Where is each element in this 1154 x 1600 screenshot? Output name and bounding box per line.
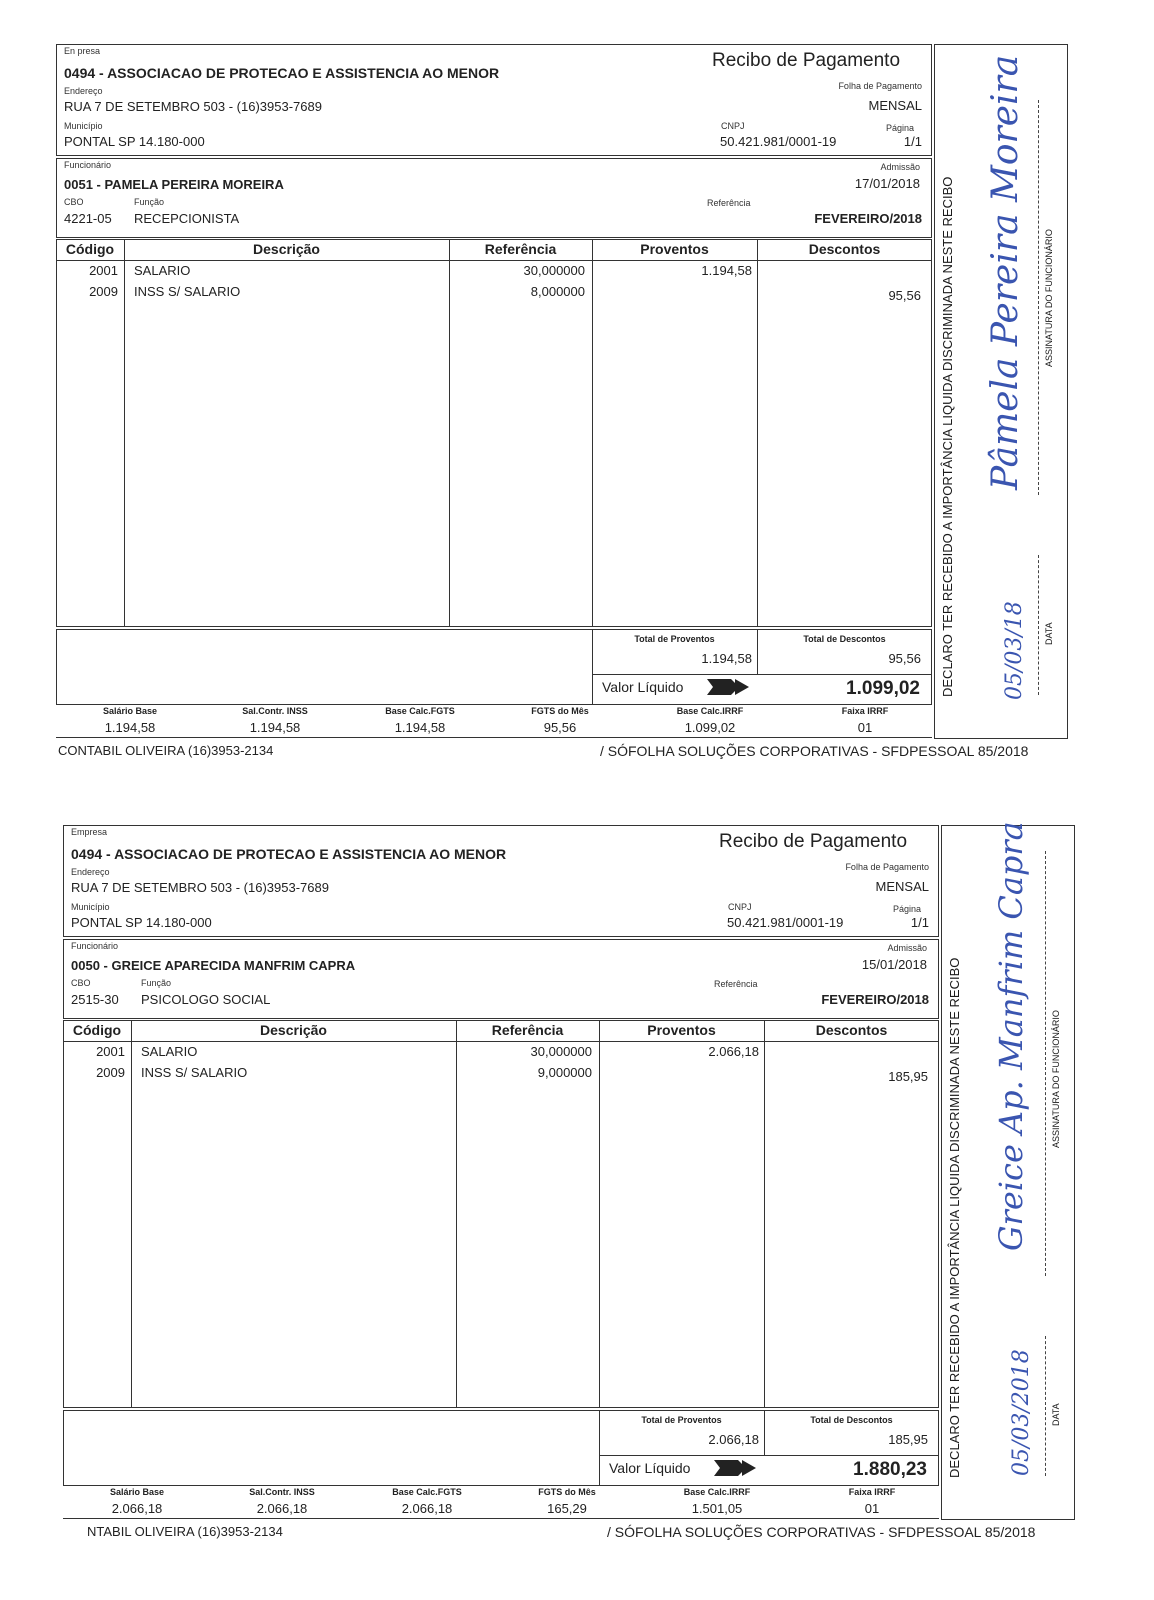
total-proventos: 2.066,18: [708, 1432, 759, 1447]
base-calc-fgts: 2.066,18: [401, 1501, 453, 1516]
referencia-label: Referência: [714, 979, 758, 989]
base-calc-fgts-label: Base Calc.FGTS: [385, 706, 455, 716]
faixa-irrf-label: Faixa IRRF: [848, 1487, 896, 1497]
total-descontos-label: Total de Descontos: [810, 1415, 893, 1425]
signature-date: 05/03/2018: [1009, 1349, 1034, 1476]
row-1-codigo: 2001: [96, 1044, 125, 1059]
page-number: 1/1: [903, 134, 922, 149]
admission-date: 17/01/2018: [854, 176, 920, 191]
receipt-title: Recibo de Pagamento: [712, 50, 901, 71]
funcionario-label: Funcionário: [64, 160, 112, 170]
cnpj-value: 50.421.981/0001-19: [727, 915, 844, 930]
row-1-referencia: 30,000000: [523, 263, 585, 278]
payroll-type: MENSAL: [868, 98, 922, 113]
folha-label: Folha de Pagamento: [838, 81, 922, 91]
row-2-codigo: 2009: [96, 1065, 125, 1080]
valor-liquido: 1.099,02: [846, 678, 920, 699]
employee-signature: Greice Ap. Manfrim Capra: [992, 821, 1030, 1251]
sal-contr-inss: 2.066,18: [256, 1501, 308, 1516]
col-proventos-header: Proventos: [640, 241, 709, 257]
cbo-label: CBO: [64, 197, 84, 207]
fgts-mes: 165,29: [547, 1501, 587, 1516]
payslip-1: [0, 0, 1154, 770]
cnpj-label: CNPJ: [721, 121, 745, 131]
pagina-label: Página: [885, 123, 914, 133]
salario-base: 2.066,18: [111, 1501, 163, 1516]
row-1-descricao: SALARIO: [134, 263, 191, 278]
fgts-mes: 95,56: [543, 720, 577, 735]
arrow-icon: [705, 675, 751, 699]
admissao-label: Admissão: [880, 162, 920, 172]
arrow-icon: [712, 1456, 758, 1480]
cnpj-label: CNPJ: [728, 902, 752, 912]
empresa-label: Empresa: [71, 827, 108, 837]
funcionario-label: Funcionário: [71, 941, 119, 951]
row-1-referencia: 30,000000: [530, 1044, 592, 1059]
base-calc-irrf: 1.501,05: [691, 1501, 743, 1516]
row-2-descricao: INSS S/ SALARIO: [141, 1065, 248, 1080]
admission-date: 15/01/2018: [861, 957, 927, 972]
total-proventos-label: Total de Proventos: [634, 634, 715, 644]
referencia-label: Referência: [707, 198, 751, 208]
col-codigo-header: Código: [72, 1022, 122, 1038]
signature-label: ASSINATURA DO FUNCIONÁRIO: [1044, 229, 1054, 367]
row-2-referencia: 9,000000: [537, 1065, 592, 1080]
footer-software: / SÓFOLHA SOLUÇÕES CORPORATIVAS - SFDPESSOAL 85/2018: [607, 1524, 1036, 1540]
col-descricao-header: Descrição: [253, 241, 320, 257]
total-proventos: 1.194,58: [701, 651, 752, 666]
salario-base: 1.194,58: [104, 720, 156, 735]
cbo-value: 4221-05: [64, 211, 112, 226]
employee-name: 0051 - PAMELA PEREIRA MOREIRA: [64, 177, 284, 192]
col-descricao-header: Descrição: [260, 1022, 327, 1038]
cbo-label: CBO: [71, 978, 91, 988]
sal-contr-inss: 1.194,58: [249, 720, 301, 735]
base-calc-fgts: 1.194,58: [394, 720, 446, 735]
total-descontos: 185,95: [888, 1432, 928, 1447]
admissao-label: Admissão: [887, 943, 927, 953]
signature-label: ASSINATURA DO FUNCIONÁRIO: [1051, 1010, 1061, 1148]
sal-contr-inss-label: Sal.Contr. INSS: [249, 1487, 315, 1497]
folha-label: Folha de Pagamento: [845, 862, 929, 872]
fgts-mes-label: FGTS do Mês: [531, 706, 589, 716]
payroll-type: MENSAL: [875, 879, 929, 894]
col-proventos-header: Proventos: [647, 1022, 716, 1038]
fgts-mes-label: FGTS do Mês: [538, 1487, 596, 1497]
municipio-label: Município: [64, 121, 103, 131]
valor-liquido: 1.880,23: [853, 1459, 927, 1480]
faixa-irrf: 01: [857, 720, 873, 735]
employee-box: [63, 939, 939, 1019]
funcao-label: Função: [134, 197, 165, 207]
col-descontos-header: Descontos: [808, 241, 881, 257]
col-descontos-header: Descontos: [815, 1022, 888, 1038]
declaration-text: DECLARO TER RECEBIDO A IMPORTÂNCIA LIQUIDA DISCRIMINADA NESTE RECIBO: [947, 957, 962, 1478]
municipio-label: Município: [71, 902, 110, 912]
funcao-label: Função: [141, 978, 172, 988]
base-calc-irrf: 1.099,02: [684, 720, 736, 735]
page-number: 1/1: [910, 915, 929, 930]
row-1-descricao: SALARIO: [141, 1044, 198, 1059]
row-1-codigo: 2001: [89, 263, 118, 278]
col-referencia-header: Referência: [491, 1022, 564, 1038]
col-codigo-header: Código: [65, 241, 115, 257]
company-address: RUA 7 DE SETEMBRO 503 - (16)3953-7689: [64, 99, 322, 114]
total-descontos-label: Total de Descontos: [803, 634, 886, 644]
salario-base-label: Salário Base: [109, 1487, 165, 1497]
row-1-proventos: 2.066,18: [708, 1044, 759, 1059]
row-2-descricao: INSS S/ SALARIO: [134, 284, 241, 299]
total-descontos: 95,56: [888, 651, 921, 666]
reference-month: FEVEREIRO/2018: [814, 211, 922, 226]
sal-contr-inss-label: Sal.Contr. INSS: [242, 706, 308, 716]
valor-liquido-label: Valor Líquido: [602, 679, 684, 695]
cnpj-value: 50.421.981/0001-19: [720, 134, 837, 149]
faixa-irrf: 01: [864, 1501, 880, 1516]
endereco-label: Endereço: [71, 867, 110, 877]
employee-box: [56, 158, 932, 238]
col-referencia-header: Referência: [484, 241, 557, 257]
row-2-referencia: 8,000000: [530, 284, 585, 299]
row-2-descontos: 185,95: [888, 1069, 928, 1084]
empresa-label: En presa: [64, 46, 101, 56]
base-calc-irrf-label: Base Calc.IRRF: [683, 1487, 751, 1497]
footer-software: / SÓFOLHA SOLUÇÕES CORPORATIVAS - SFDPESSOAL 85/2018: [600, 743, 1029, 759]
cbo-value: 2515-30: [71, 992, 119, 1007]
base-calc-fgts-label: Base Calc.FGTS: [392, 1487, 462, 1497]
employee-name: 0050 - GREICE APARECIDA MANFRIM CAPRA: [71, 958, 356, 973]
row-2-codigo: 2009: [89, 284, 118, 299]
base-calc-irrf-label: Base Calc.IRRF: [676, 706, 744, 716]
employee-signature: Pâmela Pereira Moreira: [985, 54, 1026, 490]
receipt-title: Recibo de Pagamento: [719, 831, 908, 852]
valor-liquido-label: Valor Líquido: [609, 1460, 691, 1476]
company-city: PONTAL SP 14.180-000: [71, 915, 212, 930]
row-2-descontos: 95,56: [888, 288, 921, 303]
company-city: PONTAL SP 14.180-000: [64, 134, 205, 149]
company-name: 0494 - ASSOCIACAO DE PROTECAO E ASSISTENCIA AO MENOR: [71, 846, 507, 862]
reference-month: FEVEREIRO/2018: [821, 992, 929, 1007]
footer-accountant: CONTABIL OLIVEIRA (16)3953-2134: [58, 743, 274, 758]
pagina-label: Página: [892, 904, 921, 914]
date-label: DATA: [1044, 622, 1054, 645]
row-1-proventos: 1.194,58: [701, 263, 752, 278]
declaration-text: DECLARO TER RECEBIDO A IMPORTÂNCIA LIQUIDA DISCRIMINADA NESTE RECIBO: [940, 176, 955, 697]
company-address: RUA 7 DE SETEMBRO 503 - (16)3953-7689: [71, 880, 329, 895]
footer-accountant: NTABIL OLIVEIRA (16)3953-2134: [87, 1524, 283, 1539]
faixa-irrf-label: Faixa IRRF: [841, 706, 889, 716]
salario-base-label: Salário Base: [102, 706, 158, 716]
job-title: PSICOLOGO SOCIAL: [141, 992, 271, 1007]
company-name: 0494 - ASSOCIACAO DE PROTECAO E ASSISTENCIA AO MENOR: [64, 65, 500, 81]
signature-date: 05/03/18: [1002, 601, 1027, 700]
date-label: DATA: [1051, 1403, 1061, 1426]
payslip-2: [7, 781, 1147, 1551]
total-proventos-label: Total de Proventos: [641, 1415, 722, 1425]
job-title: RECEPCIONISTA: [134, 211, 240, 226]
endereco-label: Endereço: [64, 86, 103, 96]
